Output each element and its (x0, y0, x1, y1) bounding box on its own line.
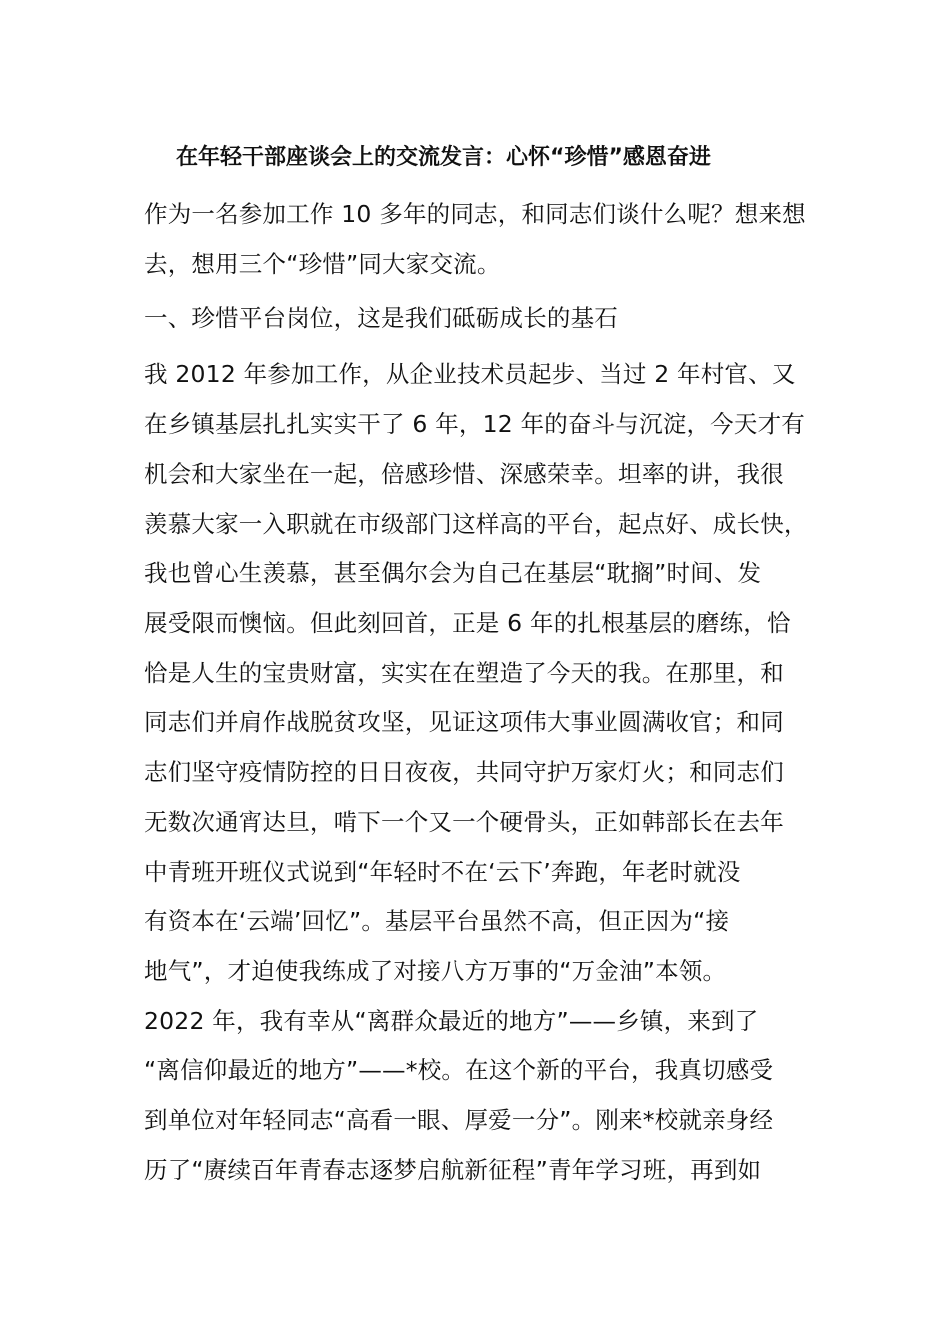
text-line: 志们坚守疫情防控的日日夜夜，共同守护万家灯火；和同志们 (144, 758, 784, 786)
text-line: 地气”，才迫使我练成了对接八方万事的“万金油”本领。 (144, 957, 727, 985)
section-heading: 一、珍惜平台岗位，这是我们砥砺成长的基石 (144, 304, 618, 332)
text-line: “离信仰最近的地方”——*校。在这个新的平台，我真切感受 (144, 1056, 774, 1084)
text-line: 2022 年，我有幸从“离群众最近的地方”——乡镇，来到了 (144, 1007, 759, 1035)
document-title: 在年轻干部座谈会上的交流发言：心怀“珍惜”感恩奋进 (176, 145, 711, 170)
text-line: 羡慕大家一入职就在市级部门这样高的平台，起点好、成长快， (144, 510, 808, 538)
text-line: 展受限而懊恼。但此刻回首，正是 6 年的扎根基层的磨练，恰 (144, 609, 791, 637)
text-line: 恰是人生的宝贵财富，实实在在塑造了今天的我。在那里，和 (144, 659, 784, 687)
text-line: 我也曾心生羡慕，甚至偶尔会为自己在基层“耽搁”时间、发 (144, 559, 762, 587)
text-line: 中青班开班仪式说到“年轻时不在‘云下’奔跑，年老时就没 (144, 858, 741, 886)
text-line: 历了“赓续百年青春志逐梦启航新征程”青年学习班，再到如 (144, 1156, 762, 1184)
text-line: 作为一名参加工作 10 多年的同志，和同志们谈什么呢？想来想 (144, 200, 806, 228)
text-line: 有资本在‘云端’回忆”。基层平台虽然不高，但正因为“接 (144, 907, 730, 935)
text-line: 同志们并肩作战脱贫攻坚，见证这项伟大事业圆满收官；和同 (144, 708, 784, 736)
text-line: 无数次通宵达旦，啃下一个又一个硬骨头，正如韩部长在去年 (144, 808, 784, 836)
text-line: 去，想用三个“珍惜”同大家交流。 (144, 250, 501, 278)
text-line: 在乡镇基层扎扎实实干了 6 年，12 年的奋斗与沉淀，今天才有 (144, 410, 805, 438)
text-line: 机会和大家坐在一起，倍感珍惜、深感荣幸。坦率的讲，我很 (144, 460, 784, 488)
text-line: 到单位对年轻同志“高看一眼、厚爱一分”。刚来*校就亲身经 (144, 1106, 774, 1134)
text-line: 我 2012 年参加工作，从企业技术员起步、当过 2 年村官、又 (144, 360, 796, 388)
